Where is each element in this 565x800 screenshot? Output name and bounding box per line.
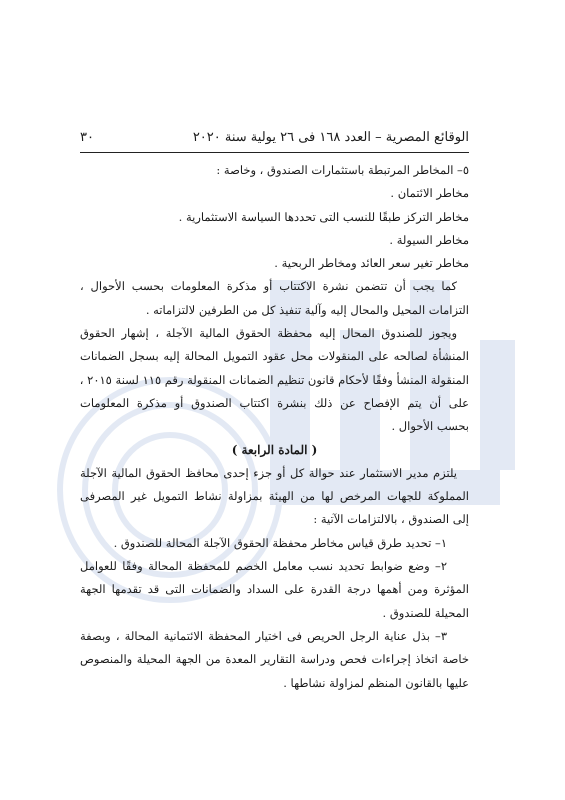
text-line: المؤثرة ومن أهمها درجة القدرة على السداد والضمانات التى قد تقدمها الجهة: [80, 582, 469, 597]
text-line: التزامات المحيل والمحال إليه وآلية تنفيذ كل من الطرفين لالتزاماته .: [145, 302, 469, 317]
text-line: مخاطر الائتمان .: [390, 186, 469, 201]
text-line: ٥– المخاطر المرتبطة باستثمارات الصندوق ، وخاصة :: [216, 163, 469, 177]
text-line: المنشأة لصالحه على المنقولات محل عقود التمويل المحالة إليه بسجل الضمانات: [80, 349, 469, 364]
header-divider: [80, 152, 469, 153]
text-line: إلى الصندوق ، بالالتزامات الآتية :: [313, 512, 469, 527]
publication-title: الوقائع المصرية – العدد ١٦٨ فى ٢٦ يولية سنة ٢٠٢٠: [192, 130, 469, 145]
page-header: [80, 130, 469, 145]
text-line: ويجوز للصندوق المحال إليه محفظة الحقوق المالية الآجلة ، إشهار الحقوق: [80, 326, 457, 341]
text-line: بحسب الأحوال .: [391, 419, 469, 434]
text-line: مخاطر التركز طبقًا للنسب التى تحددها السياسة الاستثمارية .: [178, 209, 469, 224]
text-line: على أن يتم الإفصاح عن ذلك بنشرة اكتتاب الصندوق أو مذكرة المعلومات: [80, 395, 469, 410]
text-line: مخاطر تغير سعر العائد ومخاطر الربحية .: [274, 256, 469, 271]
list-item: ٣– بذل عناية الرجل الحريص فى اختيار المحفظة الائتمانية المحالة ، وبصفة: [80, 628, 447, 643]
text-line: يلتزم مدير الاستثمار عند حوالة كل أو جزء إحدى محافظ الحقوق المالية الآجلة: [80, 465, 457, 480]
list-item: ٢– وضع ضوابط تحديد نسب معامل الخصم للمحفظة المحالة وفقًا للعوامل: [80, 559, 447, 574]
text-line: المملوكة للجهات المرخص لها من الهيئة بمزاولة نشاط التمويل غير المصرفى: [80, 489, 469, 504]
article-heading: ( المادة الرابعة ): [231, 442, 318, 457]
document-body: [80, 159, 469, 695]
text-line: المنقولة المنشأ وفقًا لأحكام قانون تنظيم الضمانات المنقولة رقم ١١٥ لسنة ٢٠١٥ ،: [80, 372, 469, 387]
text-line: مخاطر السيولة .: [389, 232, 469, 247]
text-line: خاصة اتخاذ إجراءات فحص ودراسة التقارير المعدة من الجهة المحيلة والمنصوص: [80, 652, 469, 667]
text-line: عليها بالقانون المنظم لمزاولة نشاطها .: [283, 675, 469, 690]
text-line: المحيلة للصندوق .: [382, 605, 469, 620]
text-line: كما يجب أن تتضمن نشرة الاكتتاب أو مذكرة المعلومات بحسب الأحوال ،: [80, 279, 457, 294]
page-number: ٣٠: [80, 130, 94, 145]
list-item: ١– تحديد طرق قياس مخاطر محفظة الحقوق الآجلة المحالة للصندوق .: [113, 535, 447, 550]
